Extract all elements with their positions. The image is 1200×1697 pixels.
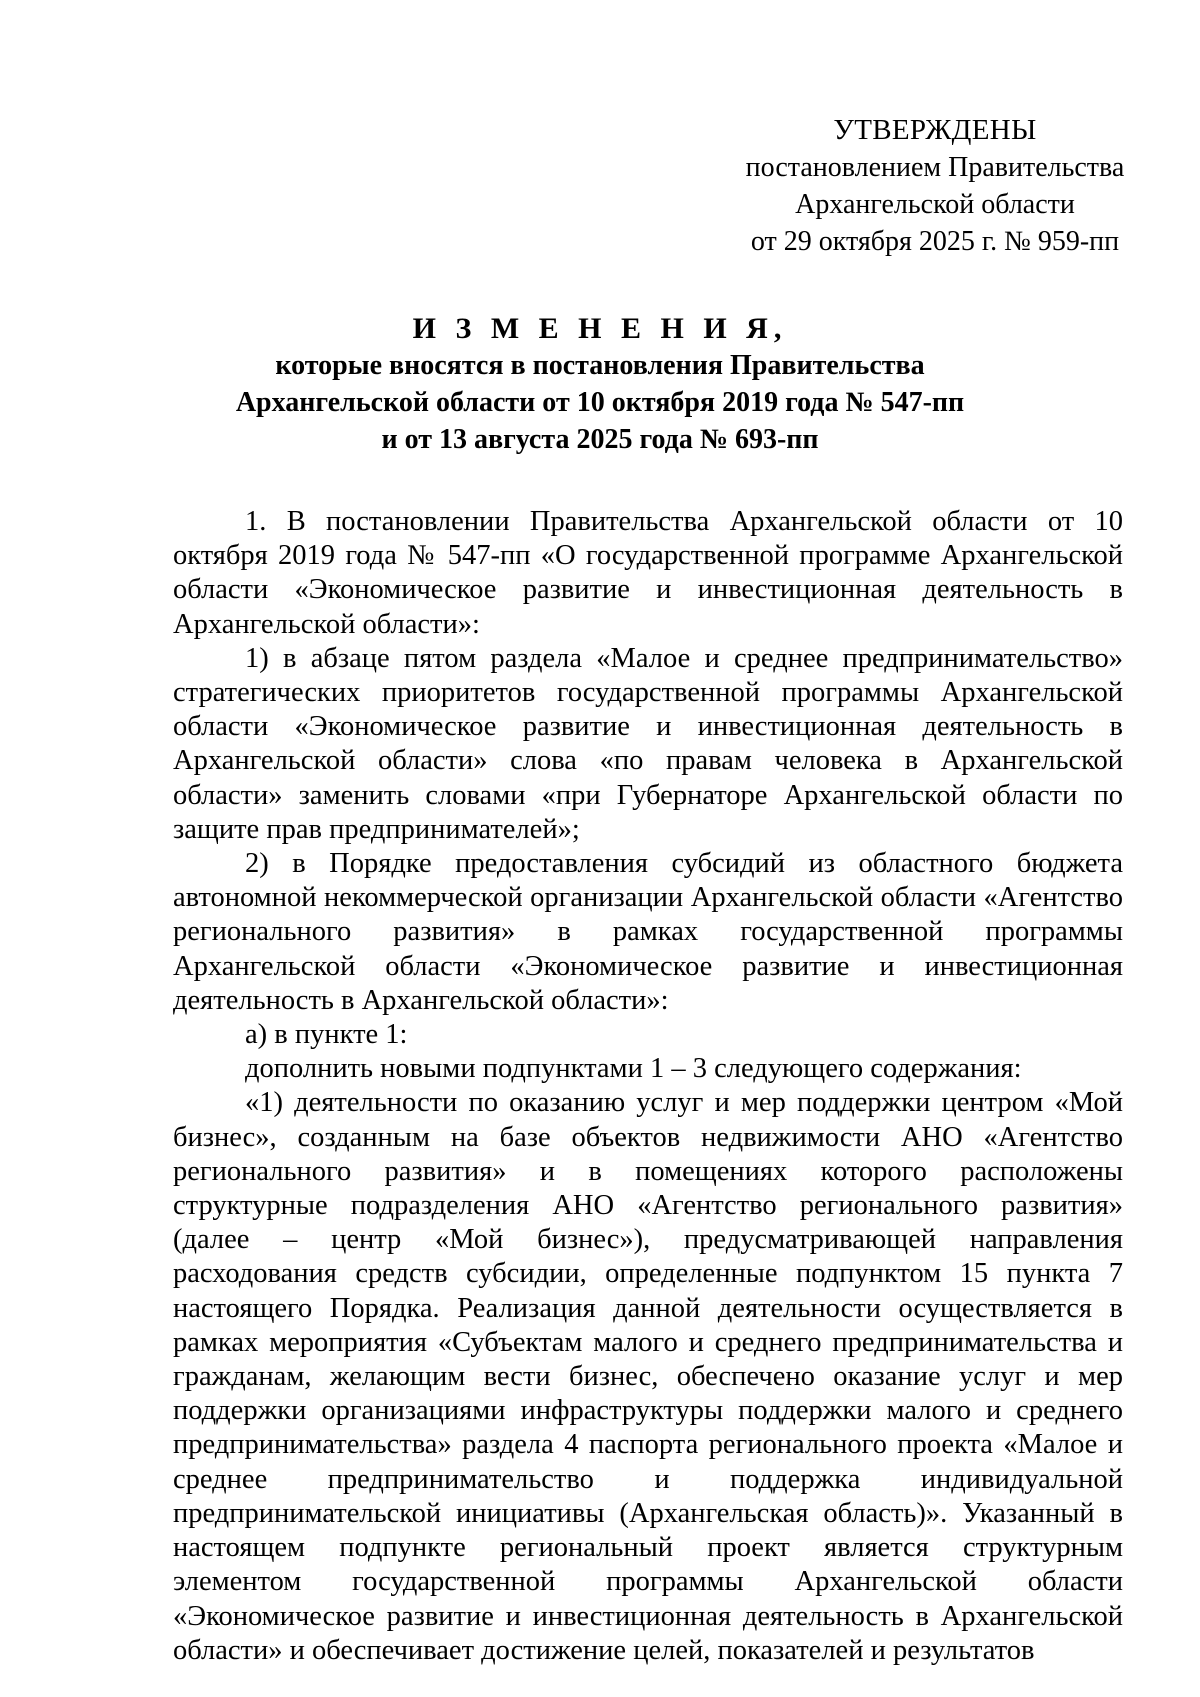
paragraph-5: дополнить новыми подпунктами 1 – 3 следующего содержания: [245,1053,1022,1085]
paragraph-3: 2) в Порядке предоставления субсидий из областного бюджета автономной некоммерческой организации Архангельской области «Агентство регионального развития» в рамках государственной программы Архангельской области «Экономическое развитие и инвестиционная деятельность в Архангельской области»: [173,848,1123,1016]
heading-line-2: Архангельской области от 10 октября 2019 года № 547-пп [235,387,965,418]
heading-line-1: которые вносятся в постановления Правительства [275,350,925,381]
heading-title: И З М Е Н Е Н И Я, [412,312,788,345]
approval-line-2: Архангельской области [795,189,1075,220]
document-body [173,505,1123,1668]
document-heading [150,310,1050,458]
approval-stamp [735,112,1135,260]
approval-line-1: постановлением Правительства [745,152,1125,183]
paragraph-1: 1. В постановлении Правительства Архангельской области от 10 октября 2019 года № 547-пп «О государственной программе Архангельской области «Экономическое развитие и инвестиционная деятельность в Архангельской области»: [173,506,1123,640]
paragraph-6: «1) деятельности по оказанию услуг и мер поддержки центром «Мой бизнес», созданным на базе объектов недвижимости АНО «Агентство регионального развития» и в помещениях которого расположены структурные подразделения АНО «Агентство регионального развития» (далее – центр «Мой бизнес»), предусматривающей направления расходования средств субсидии, определенные подпунктом 15 пункта 7 настоящего Порядка. Реализация данной деятельности осуществляется в рамках мероприятия «Субъектам малого и среднего предпринимательства и гражданам, желающим вести бизнес, обеспечено оказание услуг и мер поддержки организациями инфраструктуры поддержки малого и среднего предпринимательства» раздела 4 паспорта регионального проекта «Малое и среднее предпринимательство и поддержка индивидуальной предпринимательской инициативы (Архангельская область)». Указанный в настоящем подпункте региональный проект является структурным элементом государственной программы Архангельской области «Экономическое развитие и инвестиционная деятельность в Архангельской области» и обеспечивает достижение целей, показателей и результатов [173,1087,1123,1666]
approval-title: УТВЕРЖДЕНЫ [833,114,1037,146]
paragraph-4: а) в пункте 1: [245,1019,408,1051]
heading-line-3: и от 13 августа 2025 года № 693-пп [381,424,819,455]
paragraph-2: 1) в абзаце пятом раздела «Малое и среднее предпринимательство» стратегических приоритетов государственной программы Архангельской области «Экономическое развитие и инвестиционная деятельность в Архангельской области» слова «по правам человека в Архангельской области» заменить словами «при Губернаторе Архангельской области по защите прав предпринимателей»; [173,642,1123,845]
approval-line-3: от 29 октября 2025 г. № 959-пп [750,226,1120,257]
